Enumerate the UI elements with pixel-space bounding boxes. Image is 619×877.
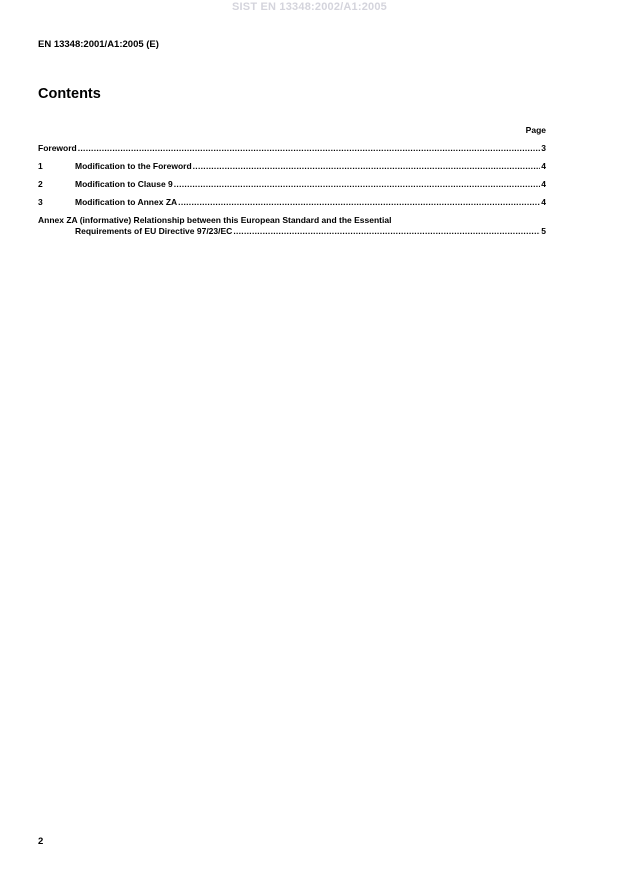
toc-entry-page: 5 [541, 226, 546, 236]
toc-entry-page: 4 [541, 161, 546, 171]
toc-entry-number: 2 [38, 179, 43, 189]
toc-entry-annex-za[interactable] [38, 215, 546, 237]
toc-entry-number: 1 [38, 161, 43, 171]
toc-entry-3[interactable] [38, 197, 546, 208]
toc-entry-page: 4 [541, 197, 546, 207]
page-column-label: Page [525, 125, 546, 135]
toc-entry-number: 3 [38, 197, 43, 207]
toc-entry-label: Modification to the Foreword [75, 161, 192, 171]
toc-entry-foreword[interactable] [38, 143, 546, 154]
toc-entry-2[interactable] [38, 179, 546, 190]
toc-entry-label-continued: Requirements of EU Directive 97/23/EC [75, 226, 233, 236]
toc-entry-label: Annex ZA (informative) Relationship between this European Standard and the Essential [38, 215, 392, 225]
toc-dot-leader [233, 226, 540, 237]
toc-entry-label: Modification to Annex ZA [75, 197, 178, 207]
toc-entry-label: Foreword [38, 143, 77, 153]
toc-entry-1[interactable] [38, 161, 546, 172]
toc-entry-label: Modification to Clause 9 [75, 179, 173, 189]
watermark: SIST EN 13348:2002/A1:2005 [231, 1, 388, 13]
table-of-contents [38, 143, 546, 244]
page-number: 2 [38, 836, 44, 847]
toc-dot-leader [174, 179, 541, 190]
toc-dot-leader [193, 161, 541, 172]
contents-heading: Contents [38, 86, 101, 102]
toc-entry-page: 4 [541, 179, 546, 189]
document-identifier: EN 13348:2001/A1:2005 (E) [38, 39, 159, 50]
toc-dot-leader [178, 197, 540, 208]
toc-entry-page: 3 [541, 143, 546, 153]
toc-dot-leader [78, 143, 541, 154]
